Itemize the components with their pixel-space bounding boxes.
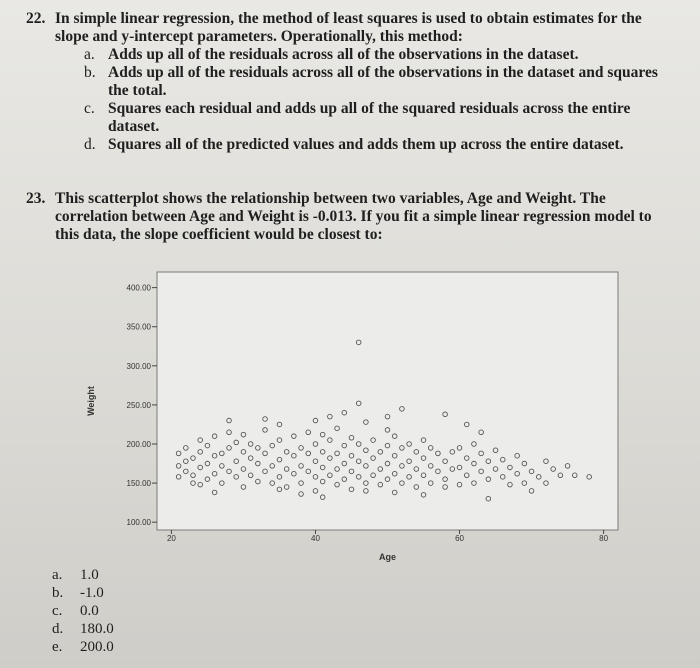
question-23 xyxy=(26,190,676,244)
choice-letter: a. xyxy=(84,46,95,63)
choice-text: 1.0 xyxy=(80,567,99,583)
choice-letter: c. xyxy=(84,100,95,117)
question-22-stem xyxy=(26,10,676,46)
choice-d[interactable] xyxy=(84,136,676,154)
x-tick-label: 40 xyxy=(311,534,320,543)
question-23-choices xyxy=(52,566,114,656)
choice-text: 200.0 xyxy=(80,639,114,655)
choice-letter: a. xyxy=(52,567,63,583)
choice-text: 180.0 xyxy=(80,621,114,637)
question-number: 22. xyxy=(26,10,46,27)
x-tick-label: 60 xyxy=(455,534,464,543)
choice-a[interactable] xyxy=(84,46,676,64)
choice-c[interactable] xyxy=(52,602,114,620)
choice-b[interactable] xyxy=(52,584,114,602)
y-tick-label: 350.00 xyxy=(126,322,151,332)
y-axis-label: Weight xyxy=(86,386,96,416)
choice-letter: e. xyxy=(52,639,63,655)
x-tick-label: 20 xyxy=(166,534,176,543)
choice-b[interactable] xyxy=(84,64,676,100)
y-tick-label: 100.00 xyxy=(126,518,151,528)
y-tick-label: 150.00 xyxy=(126,479,151,489)
x-axis-label: Age xyxy=(378,552,397,562)
choice-text: Squares all of the predicted values and adds them up across the entire dataset. xyxy=(108,136,624,153)
y-tick-label: 250.00 xyxy=(126,400,151,410)
choice-d[interactable] xyxy=(52,620,114,638)
y-tick-label: 200.00 xyxy=(126,440,151,449)
plot-area xyxy=(157,272,618,530)
choice-letter: b. xyxy=(84,64,96,81)
scatterplot-svg xyxy=(80,258,640,568)
choice-text: Adds up all of the residuals across all of the observations in the dataset. xyxy=(108,46,579,63)
x-tick-label: 80 xyxy=(599,534,609,543)
question-text: This scatterplot shows the relationship between two variables, Age and Weight. The correlation between Age and Weight is -0.013. If you fit a simple linear regression model to this data, the slope coefficient would be closest to: xyxy=(55,190,652,243)
choice-e[interactable] xyxy=(52,638,114,656)
question-number: 23. xyxy=(26,190,46,207)
choice-letter: d. xyxy=(52,621,64,637)
question-text: In simple linear regression, the method of least squares is used to obtain estimates for the slope and y-intercept parameters. Operationally, this method: xyxy=(55,10,642,45)
choice-letter: c. xyxy=(52,603,63,619)
choice-letter: b. xyxy=(52,585,64,601)
answer-choices xyxy=(84,46,676,154)
question-23-stem xyxy=(26,190,676,244)
choice-c[interactable] xyxy=(84,100,676,136)
y-tick-label: 400.00 xyxy=(126,283,151,293)
choice-text: Adds up all of the residuals across all of the observations in the dataset and squares the total. xyxy=(108,64,658,99)
choice-letter: d. xyxy=(84,136,96,153)
question-22 xyxy=(26,10,676,154)
choice-text: 0.0 xyxy=(80,603,99,619)
y-tick-label: 300.00 xyxy=(126,361,151,371)
choice-a[interactable] xyxy=(52,566,114,584)
choice-text: -1.0 xyxy=(80,585,104,601)
scatterplot xyxy=(80,258,640,568)
choice-text: Squares each residual and adds up all of the squared residuals across the entire dataset. xyxy=(108,100,631,135)
